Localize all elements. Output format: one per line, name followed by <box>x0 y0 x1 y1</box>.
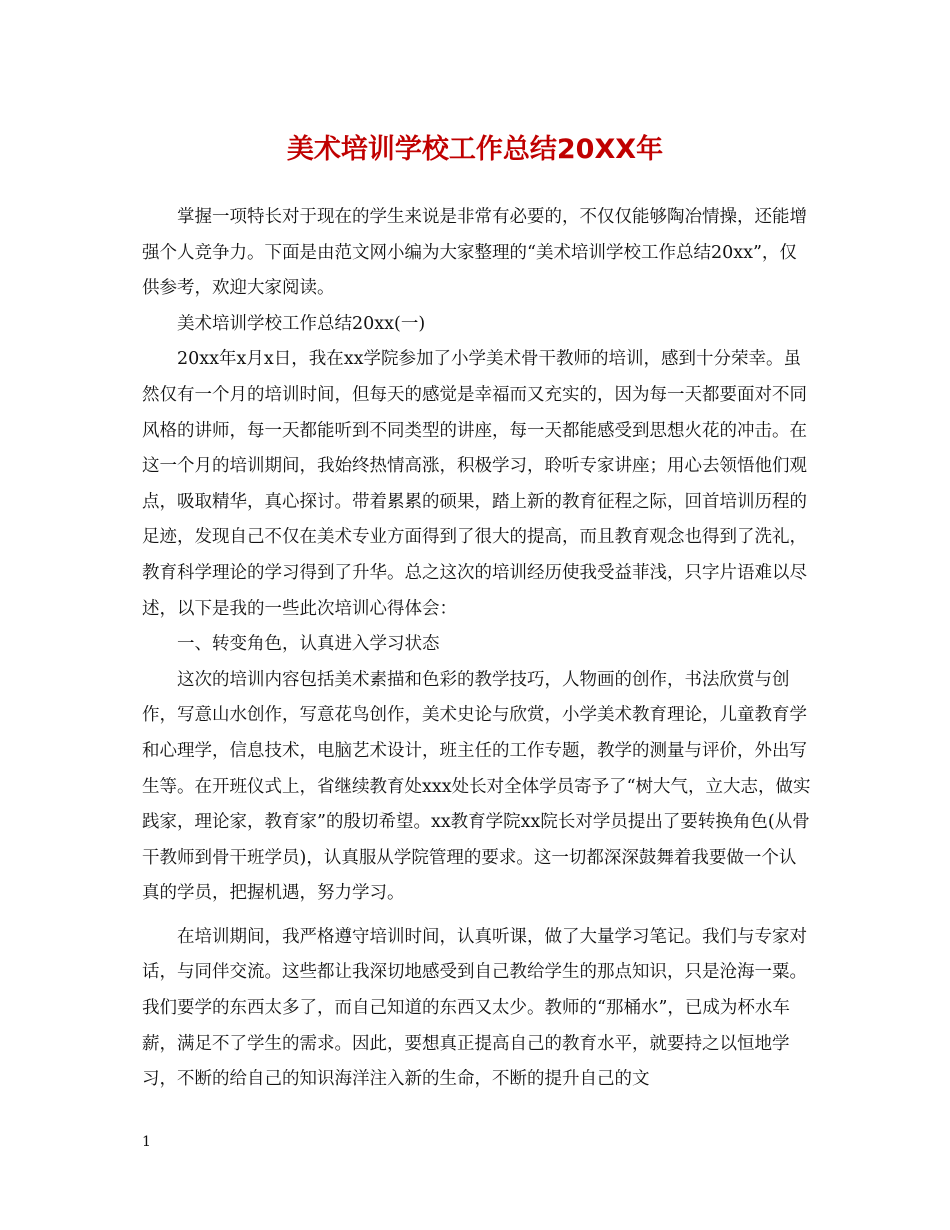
document-body <box>142 200 812 1098</box>
section-heading: 美术培训学校工作总结20xx(一) <box>177 313 426 334</box>
document-title: 美术培训学校工作总结20XX年 <box>286 134 664 165</box>
body-paragraph: 这次的培训内容包括美术素描和色彩的教学技巧，人物画的创作，书法欣赏与创作，写意山水创作，写意花鸟创作，美术史论与欣赏，小学美术教育理论，儿童教育学和心理学，信息技术，电脑艺术设计，班主任的工作专题，教学的测量与评价，外出写生等。在开班仪式上，省继续教育处xxx处长对全体学员寄予了“树大气，立大志，做实践家，理论家，教育家”的殷切希望。xx教育学院xx院长对学员提出了要转换角色(从骨干教师到骨干班学员)，认真服从学院管理的要求。这一切都深深鼓舞着我要做一个认真的学员，把握机遇，努力学习。 <box>142 669 811 904</box>
page-number: 1 <box>142 1134 151 1150</box>
body-paragraph: 在培训期间，我严格遵守培训时间，认真听课，做了大量学习笔记。我们与专家对话，与同伴交流。这些都让我深切地感受到自己教给学生的那点知识，只是沧海一粟。我们要学的东西太多了，而自己知道的东西又太少。教师的“那桶水”，已成为杯水车薪，满足不了学生的需求。因此，要想真正提高自己的教育水平，就要持之以恒地学习，不断的给自己的知识海洋注入新的生命，不断的提升自己的文 <box>142 926 807 1090</box>
subsection-heading: 一、转变角色，认真进入学习状态 <box>177 634 440 655</box>
intro-paragraph: 掌握一项特长对于现在的学生来说是非常有必要的，不仅仅能够陶冶情操，还能增强个人竞争力。下面是由范文网小编为大家整理的“美术培训学校工作总结20xx”，仅供参考，欢迎大家阅读。 <box>142 207 807 299</box>
body-paragraph: 20xx年x月x日，我在xx学院参加了小学美术骨干教师的培训，感到十分荣幸。虽然仅有一个月的培训时间，但每天的感觉是幸福而又充实的，因为每一天都要面对不同风格的讲师，每一天都能听到不同类型的讲座，每一天都能感受到思想火花的冲击。在这一个月的培训期间，我始终热情高涨，积极学习，聆听专家讲座；用心去领悟他们观点，吸取精华，真心探讨。带着累累的硕果，踏上新的教育征程之际，回首培训历程的足迹，发现自己不仅在美术专业方面得到了很大的提高，而且教育观念也得到了洗礼，教育科学理论的学习得到了升华。总之这次的培训经历使我受益菲浅，只字片语难以尽述，以下是我的一些此次培训心得体会： <box>142 349 807 619</box>
